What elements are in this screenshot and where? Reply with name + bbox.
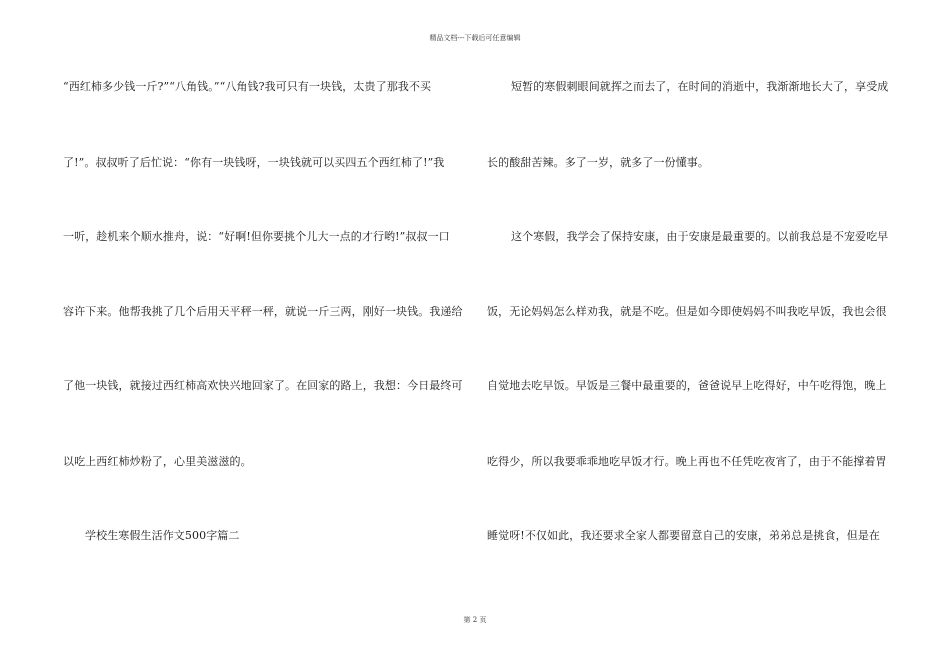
section-heading: 学校生寒假生活作文500字篇二 <box>85 529 240 542</box>
page-header: 精品文档---下载后可任意编辑 <box>429 34 521 42</box>
paragraph-line: 以吃上西红柿炒粉了，心里美滋滋的。 <box>63 455 252 468</box>
paragraph-line: 睡觉呀!不仅如此，我还要求全家人都要留意自己的安康，弟弟总是挑食，但是在 <box>487 529 881 542</box>
paragraph-line: 了!”。叔叔听了后忙说：“你有一块钱呀，一块钱就可以买四五个西红柿了!”我 <box>63 156 445 169</box>
paragraph-line: 吃得少，所以我要乖乖地吃早饭才行。晚上再也不任凭吃夜宵了，由于不能撑着胃 <box>487 455 887 468</box>
paragraph-line: “西红柿多少钱一斤?”“八角钱。”“八角钱?我可只有一块钱，太贵了那我不买 <box>63 80 432 93</box>
paragraph-line: 饭，无论妈妈怎么样劝我，就是不吃。但是如今即使妈妈不叫我吃早饭，我也会很 <box>487 305 887 318</box>
page-number: 第 2 页 <box>463 616 487 624</box>
paragraph-line: 这个寒假，我学会了保持安康，由于安康是最重要的。以前我总是不宠爱吃早 <box>511 230 889 243</box>
paragraph-line: 短暂的寒假刺眼间就挥之而去了，在时间的消逝中，我渐渐地长大了，享受成 <box>511 80 889 93</box>
paragraph-line: 了他一块钱，就接过西红柿高欢快兴地回家了。在回家的路上，我想：今日最终可 <box>63 379 463 392</box>
paragraph-line: 容许下来。他帮我挑了几个后用天平秤一秤，就说一斤三两，刚好一块钱。我递给 <box>63 305 463 318</box>
paragraph-line: 一听，趁机来个顺水推舟，说：“好啊!但你要挑个儿大一点的才行哟!”叔叔一口 <box>63 230 450 243</box>
paragraph-line: 自觉地去吃早饭。早饭是三餐中最重要的，爸爸说早上吃得好，中午吃得饱，晚上 <box>487 379 887 392</box>
paragraph-line: 长的酸甜苦辣。多了一岁，就多了一份懂事。 <box>487 156 709 169</box>
